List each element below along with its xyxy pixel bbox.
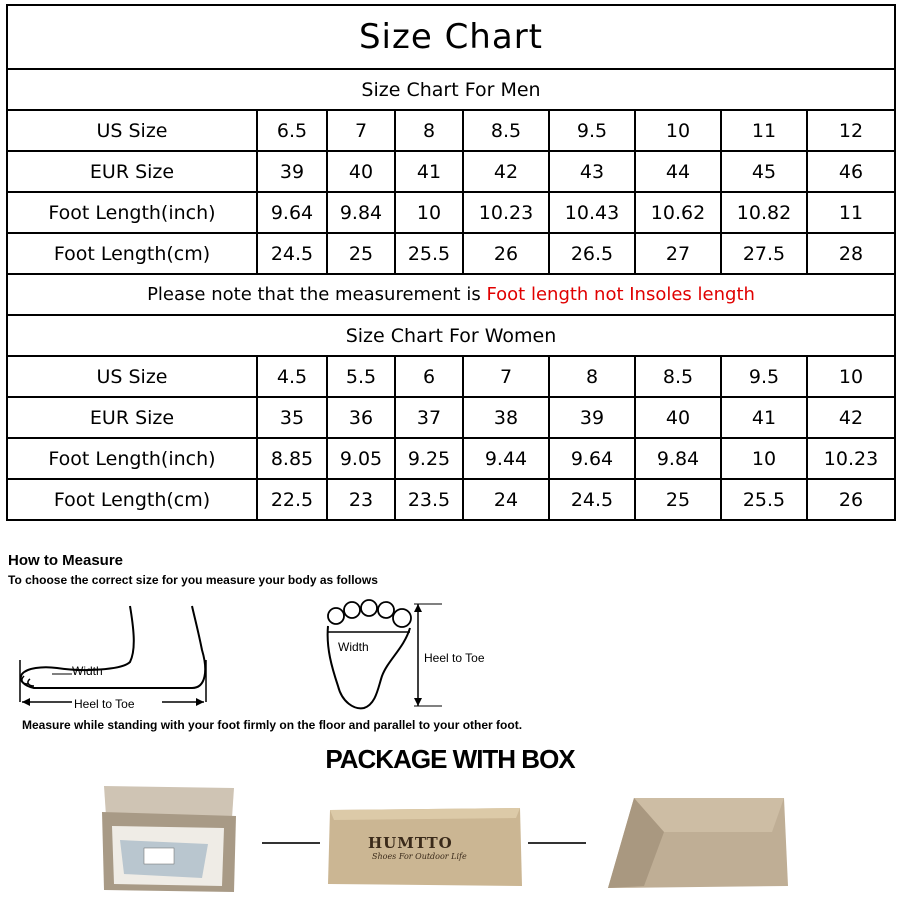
top-width-label: Width <box>338 640 369 654</box>
men-row-label: Foot Length(inch) <box>7 192 257 233</box>
men-size-cell: 26.5 <box>549 233 635 274</box>
men-size-cell: 9.5 <box>549 110 635 151</box>
men-size-cell: 6.5 <box>257 110 327 151</box>
women-size-cell: 4.5 <box>257 356 327 397</box>
men-size-cell: 45 <box>721 151 807 192</box>
men-row <box>7 110 895 151</box>
women-size-cell: 9.05 <box>327 438 395 479</box>
note-prefix: Please note that the measurement is <box>147 284 487 305</box>
men-size-cell: 8.5 <box>463 110 549 151</box>
women-row-label: US Size <box>7 356 257 397</box>
box-brand-name: HUMTTO <box>368 834 453 852</box>
how-to-measure-title: How to Measure <box>8 552 124 569</box>
women-row <box>7 438 895 479</box>
side-width-label: Width <box>72 664 103 678</box>
men-size-cell: 25.5 <box>395 233 463 274</box>
men-size-cell: 10.82 <box>721 192 807 233</box>
how-to-measure-subtitle: To choose the correct size for you measure your body as follows <box>8 573 378 587</box>
men-size-cell: 10.43 <box>549 192 635 233</box>
women-row-label: EUR Size <box>7 397 257 438</box>
women-size-cell: 35 <box>257 397 327 438</box>
men-size-cell: 27 <box>635 233 721 274</box>
men-row-label: US Size <box>7 110 257 151</box>
women-size-cell: 42 <box>807 397 895 438</box>
women-size-cell: 7 <box>463 356 549 397</box>
women-size-cell: 8.5 <box>635 356 721 397</box>
men-row <box>7 151 895 192</box>
women-size-cell: 5.5 <box>327 356 395 397</box>
men-size-cell: 46 <box>807 151 895 192</box>
women-size-cell: 10.23 <box>807 438 895 479</box>
men-size-cell: 10 <box>635 110 721 151</box>
men-row <box>7 233 895 274</box>
women-size-cell: 26 <box>807 479 895 520</box>
men-size-cell: 27.5 <box>721 233 807 274</box>
measure-instruction: Measure while standing with your foot firmly on the floor and parallel to your other foot. <box>22 718 523 732</box>
women-size-cell: 8.85 <box>257 438 327 479</box>
women-size-cell: 6 <box>395 356 463 397</box>
women-size-cell: 9.84 <box>635 438 721 479</box>
women-size-cell: 37 <box>395 397 463 438</box>
women-size-cell: 22.5 <box>257 479 327 520</box>
women-size-cell: 41 <box>721 397 807 438</box>
men-size-cell: 12 <box>807 110 895 151</box>
shipping-carton-photo <box>604 792 790 892</box>
men-size-cell: 26 <box>463 233 549 274</box>
women-size-cell: 8 <box>549 356 635 397</box>
women-size-cell: 36 <box>327 397 395 438</box>
men-size-cell: 8 <box>395 110 463 151</box>
size-chart-table <box>6 4 896 521</box>
women-size-cell: 40 <box>635 397 721 438</box>
women-row-label: Foot Length(cm) <box>7 479 257 520</box>
women-section-heading: Size Chart For Women <box>7 315 895 356</box>
women-size-cell: 10 <box>807 356 895 397</box>
box-brand-tagline: Shoes For Outdoor Life <box>372 852 467 861</box>
men-size-cell: 11 <box>807 192 895 233</box>
men-size-cell: 9.84 <box>327 192 395 233</box>
men-size-cell: 7 <box>327 110 395 151</box>
package-title: PACKAGE WITH BOX <box>325 744 575 774</box>
men-row-label: Foot Length(cm) <box>7 233 257 274</box>
women-row <box>7 479 895 520</box>
women-size-cell: 39 <box>549 397 635 438</box>
measurement-note <box>7 274 895 315</box>
women-size-cell: 9.5 <box>721 356 807 397</box>
women-size-cell: 9.64 <box>549 438 635 479</box>
women-size-cell: 9.44 <box>463 438 549 479</box>
women-row-label: Foot Length(inch) <box>7 438 257 479</box>
men-row-label: EUR Size <box>7 151 257 192</box>
page-title: Size Chart <box>7 5 895 69</box>
women-size-cell: 25.5 <box>721 479 807 520</box>
note-highlight: Foot length not Insoles length <box>486 284 755 305</box>
women-size-cell: 23.5 <box>395 479 463 520</box>
women-size-cell: 10 <box>721 438 807 479</box>
open-box-photo <box>98 782 238 894</box>
men-size-cell: 24.5 <box>257 233 327 274</box>
men-size-cell: 41 <box>395 151 463 192</box>
men-size-cell: 25 <box>327 233 395 274</box>
men-size-cell: 42 <box>463 151 549 192</box>
men-size-cell: 9.64 <box>257 192 327 233</box>
men-section-heading: Size Chart For Men <box>7 69 895 110</box>
women-size-cell: 23 <box>327 479 395 520</box>
men-size-cell: 40 <box>327 151 395 192</box>
women-size-cell: 24.5 <box>549 479 635 520</box>
women-size-cell: 38 <box>463 397 549 438</box>
men-size-cell: 39 <box>257 151 327 192</box>
women-size-cell: 25 <box>635 479 721 520</box>
top-length-label: Heel to Toe <box>424 651 485 665</box>
men-row <box>7 192 895 233</box>
women-row <box>7 397 895 438</box>
men-size-cell: 10 <box>395 192 463 233</box>
divider-line <box>262 842 320 844</box>
men-size-cell: 10.23 <box>463 192 549 233</box>
men-size-cell: 10.62 <box>635 192 721 233</box>
men-size-cell: 11 <box>721 110 807 151</box>
divider-line <box>528 842 586 844</box>
women-row <box>7 356 895 397</box>
men-size-cell: 43 <box>549 151 635 192</box>
men-size-cell: 28 <box>807 233 895 274</box>
women-size-cell: 9.25 <box>395 438 463 479</box>
men-size-cell: 44 <box>635 151 721 192</box>
side-length-label: Heel to Toe <box>74 697 135 711</box>
women-size-cell: 24 <box>463 479 549 520</box>
